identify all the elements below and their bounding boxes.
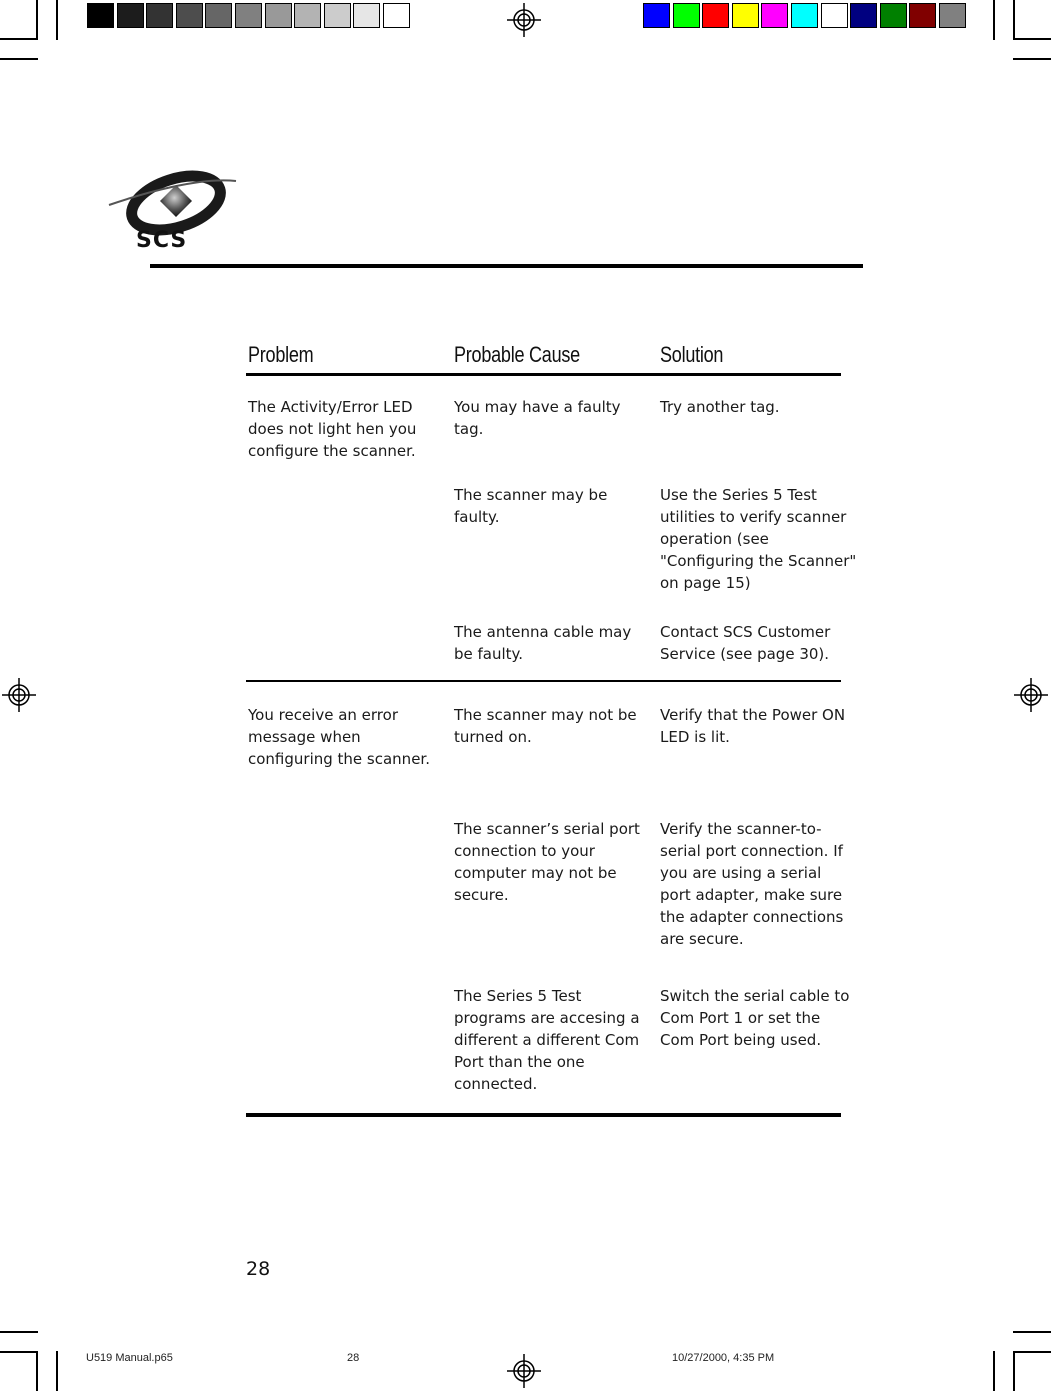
cause-cell: The antenna cable may be faulty. — [454, 623, 632, 663]
color-swatch — [353, 3, 380, 28]
header-rule — [150, 264, 863, 268]
color-swatch — [294, 3, 321, 28]
slug-datetime: 10/27/2000, 4:35 PM — [672, 1352, 775, 1364]
color-swatch — [383, 3, 410, 28]
color-swatch — [850, 3, 877, 28]
crop-mark — [1013, 1351, 1015, 1391]
crop-mark — [56, 0, 58, 40]
cause-cell: The Series 5 Test programs are accesing a different a different Com Port than the one connected. — [454, 987, 640, 1093]
crop-mark — [1013, 38, 1051, 40]
solution-cell: Try another tag. — [660, 398, 780, 416]
color-swatch — [235, 3, 262, 28]
cause-cell: The scanner may be faulty. — [454, 486, 608, 526]
header-probable-cause: Probable Cause — [454, 342, 580, 367]
color-swatch — [176, 3, 203, 28]
solution-cell: Switch the serial cable to Com Port 1 or set the Com Port being used. — [660, 987, 850, 1049]
registration-mark-icon — [1014, 678, 1048, 712]
crop-mark — [1013, 0, 1015, 40]
color-swatch — [939, 3, 966, 28]
solution-cell: Use the Series 5 Test utilities to verify scanner operation (see "Configuring the Scanner" on page 15) — [660, 486, 857, 592]
crop-mark — [56, 1351, 58, 1391]
crop-mark — [0, 38, 38, 40]
slug-filename: U519 Manual.p65 — [86, 1352, 173, 1364]
color-swatch — [909, 3, 936, 28]
crop-mark — [993, 1351, 995, 1391]
color-swatch — [821, 3, 848, 28]
color-swatch — [761, 3, 788, 28]
crop-mark — [1013, 58, 1051, 60]
color-swatch — [880, 3, 907, 28]
problem-cell: You receive an error message when configuring the scanner. — [248, 706, 430, 768]
slug-page: 28 — [347, 1352, 360, 1364]
color-swatch — [673, 3, 700, 28]
color-swatch — [87, 3, 114, 28]
cause-cell: The scanner may not be turned on. — [454, 706, 637, 746]
color-swatch — [732, 3, 759, 28]
cause-cell: You may have a faulty tag. — [454, 398, 621, 438]
cause-cell: The scanner’s serial port connection to your computer may not be secure. — [454, 820, 640, 904]
color-swatch — [265, 3, 292, 28]
color-swatch — [324, 3, 351, 28]
crop-mark — [36, 0, 38, 40]
crop-mark — [1013, 1351, 1051, 1353]
crop-mark — [0, 1331, 38, 1333]
color-swatch — [117, 3, 144, 28]
crop-mark — [0, 1351, 38, 1353]
problem-cell: The Activity/Error LED does not light hen you configure the scanner. — [248, 398, 417, 460]
solution-cell: Verify that the Power ON LED is lit. — [660, 706, 846, 746]
registration-mark-icon — [507, 1354, 541, 1388]
color-swatch — [205, 3, 232, 28]
color-swatch — [702, 3, 729, 28]
solution-cell: Verify the scanner-to- serial port connection. If you are using a serial port adapter, make sure the adapter connections are secure. — [660, 820, 844, 948]
scs-logo — [104, 155, 244, 255]
color-swatch — [146, 3, 173, 28]
crop-mark — [993, 0, 995, 40]
crop-mark — [36, 1351, 38, 1391]
table-header-rule — [246, 373, 841, 376]
table-bottom-rule — [246, 1113, 841, 1117]
page-number: 28 — [246, 1258, 271, 1280]
header-solution: Solution — [660, 342, 724, 367]
header-problem: Problem — [248, 342, 314, 367]
color-swatch — [643, 3, 670, 28]
logo-text: SCS — [136, 228, 188, 253]
crop-mark — [1013, 1331, 1051, 1333]
registration-mark-icon — [507, 3, 541, 37]
color-swatch — [791, 3, 818, 28]
registration-mark-icon — [2, 678, 36, 712]
section-divider — [246, 680, 841, 682]
crop-mark — [0, 58, 38, 60]
solution-cell: Contact SCS Customer Service (see page 30). — [660, 623, 831, 663]
